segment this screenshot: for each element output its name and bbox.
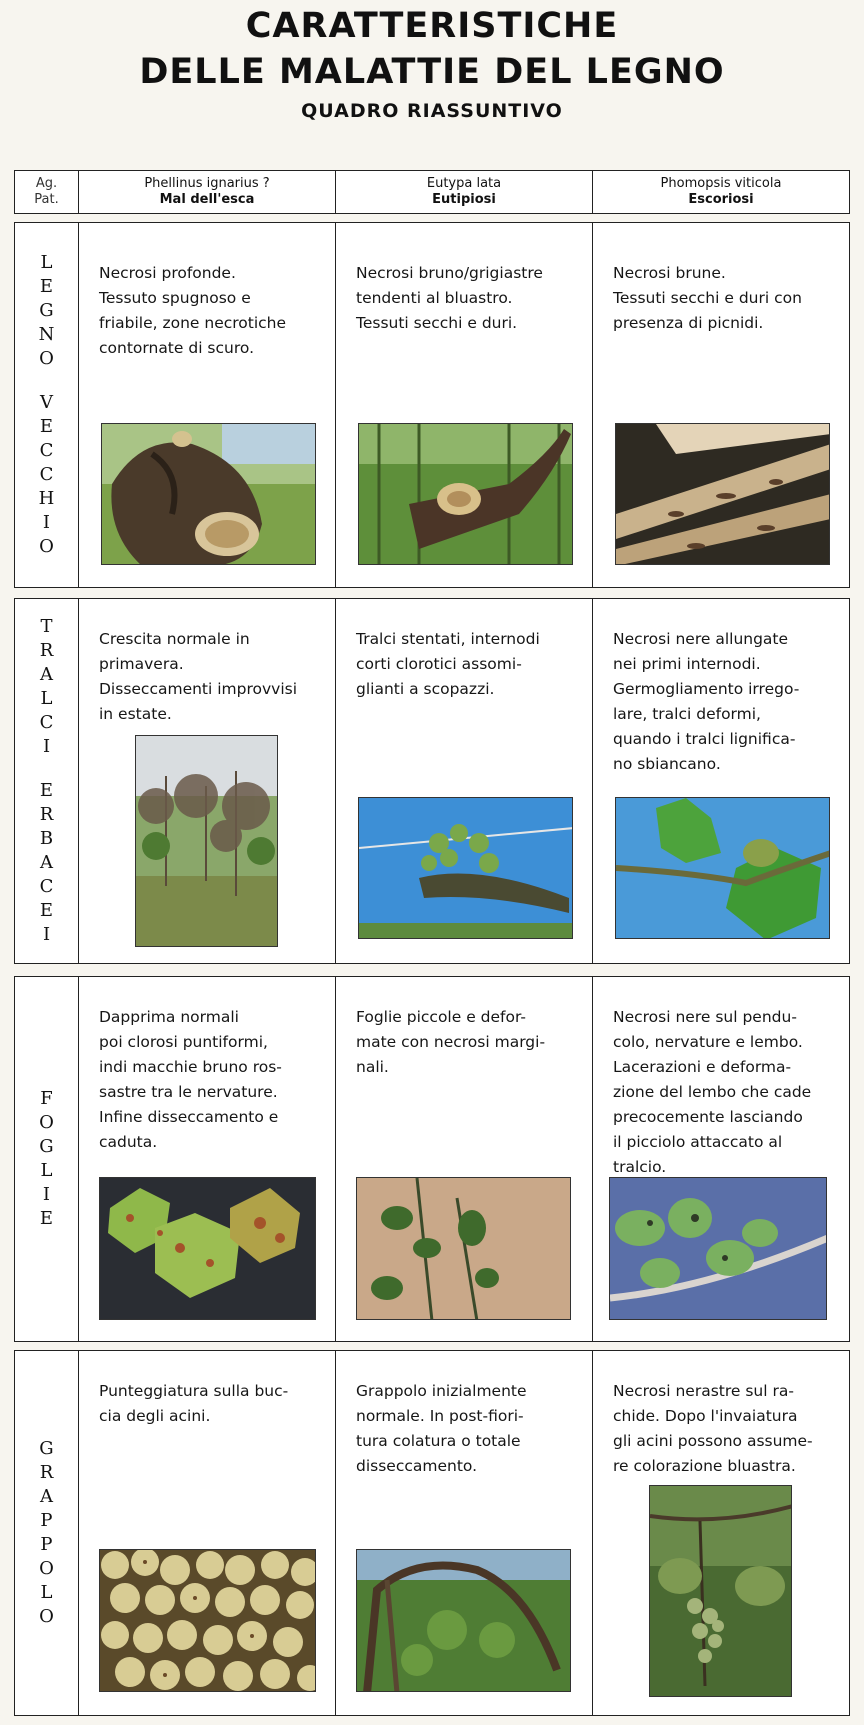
row-label-letter: C bbox=[39, 712, 54, 733]
scientific-name: Phellinus ignarius ? bbox=[144, 176, 270, 191]
row-label-letter: V bbox=[39, 392, 53, 413]
table-header bbox=[14, 170, 850, 214]
disease-name: Mal dell'esca bbox=[159, 192, 255, 207]
description: Necrosi nere sul pendu- colo, nervature e lembo. Lacerazioni e deforma- zione del lembo che cade precocemente lasciando il picciolo attaccato al tralcio. bbox=[613, 1008, 812, 1176]
row-label-word bbox=[39, 391, 55, 559]
cell-mal-esca bbox=[79, 223, 336, 587]
stunted-shoots-photo bbox=[358, 797, 573, 939]
leaf-lesions-photo bbox=[609, 1177, 827, 1320]
row-label-letter: L bbox=[40, 1582, 53, 1603]
column-header-eutipiosi bbox=[336, 171, 593, 213]
row-label-letter: P bbox=[40, 1510, 53, 1531]
description: Punteggiatura sulla buc- cia degli acini. bbox=[99, 1382, 289, 1425]
row-label bbox=[15, 977, 79, 1341]
cut-branch-photo bbox=[358, 423, 573, 565]
section-grappolo bbox=[14, 1350, 850, 1716]
section-legno-vecchio bbox=[14, 222, 850, 588]
cell-eutipiosi bbox=[336, 1351, 593, 1715]
row-label-letter: E bbox=[39, 780, 54, 801]
row-label bbox=[15, 1351, 79, 1715]
cluster-drying-photo bbox=[356, 1549, 571, 1692]
cell-eutipiosi bbox=[336, 223, 593, 587]
row-label-word bbox=[39, 251, 55, 371]
rachis-necrosis-photo bbox=[649, 1485, 792, 1697]
deformed-leaves-photo bbox=[356, 1177, 571, 1320]
row-label-letter: G bbox=[39, 1438, 54, 1459]
description: Necrosi nerastre sul ra- chide. Dopo l'invaiatura gli acini possono assume- re colorazione bluastra. bbox=[613, 1382, 813, 1475]
row-label-letter: O bbox=[39, 1606, 54, 1627]
vineyard-dieback-photo bbox=[135, 735, 278, 947]
row-label-letter: E bbox=[39, 416, 54, 437]
row-label-letter: I bbox=[42, 1184, 51, 1205]
row-label-letter: A bbox=[39, 1486, 53, 1507]
row-label-letter: E bbox=[39, 276, 54, 297]
agent-column-header: Ag. Pat. bbox=[15, 171, 79, 213]
section-tralci-erbacei bbox=[14, 598, 850, 964]
row-label-letter: N bbox=[38, 324, 55, 345]
row-label-letter: C bbox=[39, 440, 54, 461]
row-label-letter: O bbox=[39, 536, 54, 557]
row-label-letter: G bbox=[39, 1136, 54, 1157]
disease-name: Escoriosi bbox=[688, 192, 754, 207]
grape-spots-photo bbox=[99, 1549, 316, 1692]
description: Crescita normale in primavera. Disseccamenti improvvisi in estate. bbox=[99, 630, 298, 723]
description: Grappolo inizialmente normale. In post-fiori- tura colatura o totale disseccamento. bbox=[356, 1382, 527, 1475]
row-label-letter: E bbox=[39, 900, 54, 921]
page-title-line2: DELLE MALATTIE DEL LEGNO bbox=[139, 52, 725, 92]
row-label-letter: L bbox=[40, 688, 53, 709]
row-label-letter: O bbox=[39, 348, 54, 369]
row-label-letter: B bbox=[39, 828, 54, 849]
row-label-letter: I bbox=[42, 924, 51, 945]
row-label-letter: R bbox=[39, 1462, 54, 1483]
row-label-letter: C bbox=[39, 464, 54, 485]
column-header-escoriosi bbox=[593, 171, 849, 213]
scientific-name: Eutypa lata bbox=[426, 176, 502, 191]
row-label-letter: F bbox=[40, 1088, 53, 1109]
row-label-letter: P bbox=[40, 1534, 53, 1555]
cell-mal-esca bbox=[79, 977, 336, 1341]
description: Necrosi profonde. Tessuto spugnoso e friabile, zone necrotiche contornate di scuro. bbox=[99, 264, 287, 357]
row-label-letter: E bbox=[39, 1208, 54, 1229]
row-label-word bbox=[40, 779, 54, 947]
cane-lesions-photo bbox=[615, 423, 830, 565]
shoot-lesion-photo bbox=[615, 797, 830, 939]
description: Dapprima normali poi clorosi puntiformi, indi macchie bruno ros- sastre tra le nervature. Infine disseccamento e caduta. bbox=[99, 1008, 282, 1151]
row-label-letter: R bbox=[39, 640, 54, 661]
row-label-letter: A bbox=[40, 852, 53, 873]
row-label-letter: G bbox=[39, 300, 54, 321]
row-label-letter: L bbox=[40, 252, 53, 273]
row-label-word bbox=[39, 1437, 54, 1629]
row-label-letter: I bbox=[42, 512, 51, 533]
description: Tralci stentati, internodi corti clorotici assomi- glianti a scopazzi. bbox=[356, 630, 540, 698]
column-header-mal-esca bbox=[79, 171, 336, 213]
row-label-letter: A bbox=[40, 664, 53, 685]
cell-escoriosi bbox=[593, 977, 849, 1341]
section-foglie bbox=[14, 976, 850, 1342]
row-label-letter: H bbox=[38, 488, 55, 509]
leaf-spots-photo bbox=[99, 1177, 316, 1320]
cell-escoriosi bbox=[593, 223, 849, 587]
cell-mal-esca bbox=[79, 1351, 336, 1715]
row-label-letter: L bbox=[40, 1160, 53, 1181]
row-label-letter: R bbox=[39, 804, 54, 825]
cell-eutipiosi bbox=[336, 977, 593, 1341]
row-label-letter: C bbox=[39, 876, 54, 897]
trunk-necrosis-photo bbox=[101, 423, 316, 565]
cell-escoriosi bbox=[593, 599, 849, 963]
disease-name: Eutipiosi bbox=[432, 192, 496, 207]
page-title-line1: CARATTERISTICHE bbox=[245, 6, 619, 46]
description: Necrosi bruno/grigiastre tendenti al bluastro. Tessuti secchi e duri. bbox=[356, 264, 543, 332]
cell-mal-esca bbox=[79, 599, 336, 963]
row-label bbox=[15, 599, 79, 963]
description: Necrosi brune. Tessuti secchi e duri con presenza di picnidi. bbox=[613, 264, 802, 332]
page-subtitle: QUADRO RIASSUNTIVO bbox=[301, 100, 563, 122]
row-label bbox=[15, 223, 79, 587]
row-label-letter: O bbox=[39, 1112, 54, 1133]
row-label-word bbox=[39, 1087, 54, 1231]
row-label-word bbox=[40, 615, 54, 759]
cell-eutipiosi bbox=[336, 599, 593, 963]
row-label-letter: O bbox=[39, 1558, 54, 1579]
cell-escoriosi bbox=[593, 1351, 849, 1715]
row-label-letter: T bbox=[40, 616, 53, 637]
scientific-name: Phomopsis viticola bbox=[660, 176, 782, 191]
description: Necrosi nere allungate nei primi internodi. Germogliamento irrego- lare, tralci deformi, quando i tralci lignifica- no sbiancano. bbox=[613, 630, 800, 773]
row-label-letter: I bbox=[42, 736, 51, 757]
description: Foglie piccole e defor- mate con necrosi margi- nali. bbox=[356, 1008, 546, 1076]
